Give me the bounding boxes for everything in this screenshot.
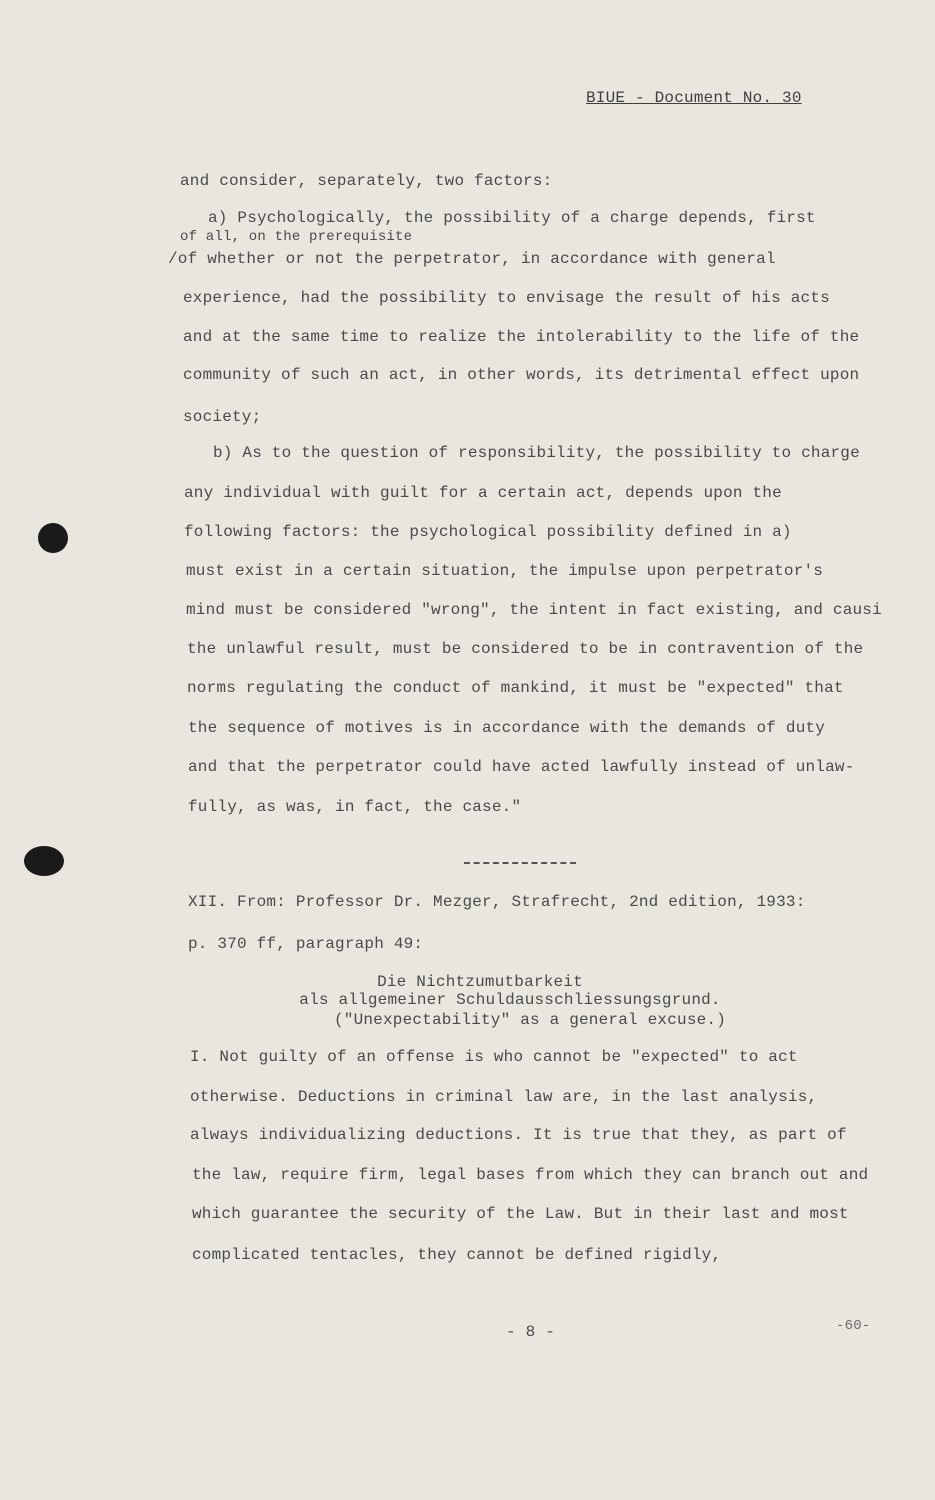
- text-line: otherwise. Deductions in criminal law are, in the last analysis,: [190, 1088, 818, 1106]
- text-line: norms regulating the conduct of mankind, it must be "expected" that: [187, 679, 844, 697]
- text-line: complicated tentacles, they cannot be defined rigidly,: [192, 1246, 722, 1264]
- text-line: the unlawful result, must be considered to be in contravention of the: [187, 640, 864, 658]
- text-line: must exist in a certain situation, the impulse upon perpetrator's: [186, 562, 824, 580]
- punch-hole: [24, 846, 64, 876]
- section-divider: [464, 862, 576, 864]
- text-line: following factors: the psychological possibility defined in a): [184, 523, 792, 541]
- section-title: XII. From: Professor Dr. Mezger, Strafrecht, 2nd edition, 1933:: [188, 893, 806, 911]
- text-line: which guarantee the security of the Law. But in their last and most: [192, 1205, 849, 1223]
- text-line: I. Not guilty of an offense is who cannot be "expected" to act: [190, 1048, 798, 1066]
- text-line: mind must be considered "wrong", the intent in fact existing, and causi: [186, 601, 882, 619]
- text-line: and that the perpetrator could have acted lawfully instead of unlaw-: [188, 758, 855, 776]
- text-line: fully, as was, in fact, the case.": [188, 798, 522, 816]
- margin-number: -60-: [836, 1318, 871, 1334]
- text-line: b) As to the question of responsibility, the possibility to charge: [213, 444, 860, 462]
- punch-hole: [38, 523, 68, 553]
- heading-line: als allgemeiner Schuldausschliessungsgrund.: [299, 991, 721, 1009]
- text-line: the sequence of motives is in accordance with the demands of duty: [188, 719, 826, 737]
- text-line: always individualizing deductions. It is true that they, as part of: [190, 1126, 847, 1144]
- text-line: and consider, separately, two factors:: [180, 172, 553, 190]
- text-line: experience, had the possibility to envisage the result of his acts: [183, 289, 830, 307]
- text-line: the law, require firm, legal bases from which they can branch out and: [192, 1166, 869, 1184]
- text-line: community of such an act, in other words, its detrimental effect upon: [183, 366, 860, 384]
- text-line: and at the same time to realize the intolerability to the life of the: [183, 328, 860, 346]
- text-line: a) Psychologically, the possibility of a charge depends, first: [208, 209, 816, 227]
- text-line: society;: [183, 408, 262, 426]
- section-title-page-ref: p. 370 ff, paragraph 49:: [188, 935, 424, 953]
- text-line-insertion: of all, on the prerequisite: [180, 229, 413, 245]
- document-reference: BIUE - Document No. 30: [586, 89, 802, 107]
- text-line: /of whether or not the perpetrator, in accordance with general: [168, 250, 776, 268]
- page-number: - 8 -: [506, 1323, 556, 1341]
- heading-line: Die Nichtzumutbarkeit: [377, 973, 583, 991]
- heading-line-translation: ("Unexpectability" as a general excuse.): [333, 1011, 727, 1029]
- text-line: any individual with guilt for a certain act, depends upon the: [184, 484, 782, 502]
